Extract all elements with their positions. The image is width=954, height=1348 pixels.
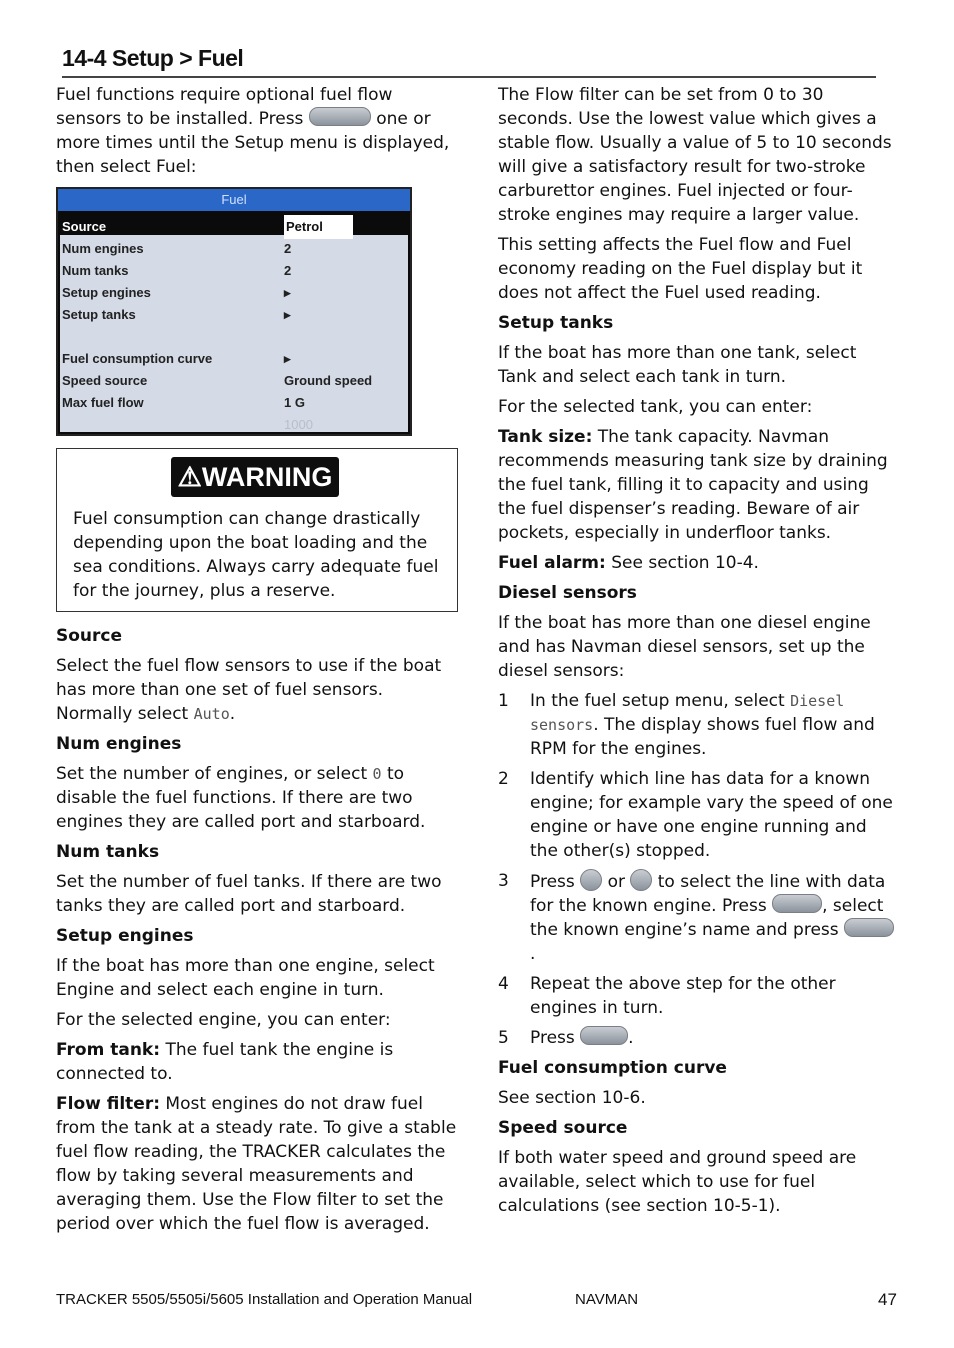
menu-row-setup-engines: Setup engines ▸ xyxy=(62,285,291,300)
right-column xyxy=(498,83,896,1224)
fuel-consumption-curve-paragraph: See section 10-6. xyxy=(498,1088,646,1108)
menu-row-gap xyxy=(60,323,408,345)
setup-tanks-paragraph: If the boat has more than one tank, select Tank and select each tank in turn. xyxy=(498,343,857,387)
intro-paragraph: Fuel functions require optional fuel flow sensors to be installed. Press one or more times until the Setup menu is displayed, then select Fuel: xyxy=(56,85,450,177)
menu-row-fuel-consumption-curve: Fuel consumption curve ▸ xyxy=(62,351,291,366)
num-engines-paragraph: Set the number of engines, or select 0 to disable the fuel functions. If there are two engines they are called port and starboard. xyxy=(56,764,426,832)
num-tanks-heading: Num tanks xyxy=(56,842,160,862)
list-item: 5 Press . xyxy=(498,1028,634,1048)
ent-key-icon xyxy=(844,918,894,937)
warning-text: Fuel consumption can change drastically depending upon the boat loading and the sea conditions. Always carry adequate fuel for the journey, plus a reserve. xyxy=(73,509,439,601)
speed-source-heading: Speed source xyxy=(498,1118,628,1138)
footer-manual-title: TRACKER 5505/5505i/5605 Installation and Operation Manual xyxy=(56,1291,473,1308)
source-paragraph: Select the fuel flow sensors to use if the boat has more than one set of fuel sensors. Normally select Auto. xyxy=(56,656,442,724)
diesel-sensors-heading: Diesel sensors xyxy=(498,583,637,603)
page-number: 47 xyxy=(878,1290,897,1309)
num-tanks-paragraph: Set the number of fuel tanks. If there are two tanks they are called port and starboard. xyxy=(56,872,442,916)
up-arrow-key-icon xyxy=(580,869,602,891)
from-tank-paragraph: From tank: The fuel tank the engine is connected to. xyxy=(56,1040,394,1084)
fuel-consumption-curve-heading: Fuel consumption curve xyxy=(498,1058,727,1078)
warning-box xyxy=(56,448,458,612)
flow-filter-range-paragraph: The Flow filter can be set from 0 to 30 seconds. Use the lowest value which gives a stable flow. Usually a value of 5 to 10 seconds will give a satisfactory result for two-stroke carburettor engines. Fuel injected or four-stroke engines may require a larger value. xyxy=(498,85,892,225)
menu-key-icon xyxy=(309,107,371,126)
flow-filter-effect-paragraph: This setting affects the Fuel flow and Fuel economy reading on the Fuel display but it does not affect the Fuel used reading. xyxy=(498,235,863,303)
screen-title: Fuel xyxy=(58,189,410,211)
list-item: 1 In the fuel setup menu, select Diesel sensors. The display shows fuel flow and RPM for the engines. xyxy=(498,691,875,759)
selected-engine-paragraph: For the selected engine, you can enter: xyxy=(56,1010,391,1030)
source-heading: Source xyxy=(56,626,123,646)
section-heading: 14-4 Setup > Fuel xyxy=(62,42,876,78)
menu-row-num-tanks: Num tanks 2 xyxy=(62,263,292,278)
menu-row-speed-source: Speed source Ground speed xyxy=(62,373,373,388)
menu-row-max-fuel-flow: Max fuel flow 1 G xyxy=(62,395,305,410)
menu-row-faint: 1000 xyxy=(284,417,313,432)
selected-tank-paragraph: For the selected tank, you can enter: xyxy=(498,397,813,417)
fuel-setup-screen xyxy=(56,187,412,436)
footer-brand: NAVMAN xyxy=(575,1291,639,1308)
left-column xyxy=(56,83,458,1242)
tank-size-paragraph: Tank size: The tank capacity. Navman recommends measuring tank size by draining the fuel tank, filling it to capacity and using the fuel dispenser’s reading. Beware of air pockets, especially in underfloor tanks. xyxy=(498,427,888,543)
ent-key-icon xyxy=(772,894,822,913)
diesel-steps-list xyxy=(498,689,896,1050)
list-item: 2 Identify which line has data for a known engine; for example vary the speed of one engine or have one engine running and the other(s) stopped. xyxy=(498,769,893,861)
flow-filter-paragraph: Flow filter: Most engines do not draw fuel from the tank at a steady rate. To give a stable fuel flow reading, the TRACKER calculates the flow by taking several measurements and averaging them. Use the Flow filter to set the period over which the fuel flow is averaged. xyxy=(56,1094,457,1234)
menu-row-source: Source Petrol xyxy=(60,213,408,235)
screen-menu xyxy=(60,213,408,432)
warning-badge: ⚠WARNING xyxy=(171,457,339,497)
fuel-alarm-paragraph: Fuel alarm: See section 10-4. xyxy=(498,553,759,573)
menu-row-setup-tanks: Setup tanks ▸ xyxy=(62,307,291,322)
diesel-sensors-paragraph: If the boat has more than one diesel engine and has Navman diesel sensors, set up the diesel sensors: xyxy=(498,613,871,681)
menu-row-num-engines: Num engines 2 xyxy=(62,241,292,256)
esc-key-icon xyxy=(580,1026,628,1045)
list-item: 3 Press or to select the line with data for the known engine. Press , select the known engine’s name and press . xyxy=(498,869,896,966)
down-arrow-key-icon xyxy=(630,869,652,891)
setup-engines-heading: Setup engines xyxy=(56,926,194,946)
setup-engines-paragraph: If the boat has more than one engine, select Engine and select each engine in turn. xyxy=(56,956,435,1000)
setup-tanks-heading: Setup tanks xyxy=(498,313,614,333)
speed-source-paragraph: If both water speed and ground speed are available, select which to use for fuel calculations (see section 10-5-1). xyxy=(498,1148,857,1216)
list-item: 4 Repeat the above step for the other engines in turn. xyxy=(498,974,836,1018)
num-engines-heading: Num engines xyxy=(56,734,182,754)
